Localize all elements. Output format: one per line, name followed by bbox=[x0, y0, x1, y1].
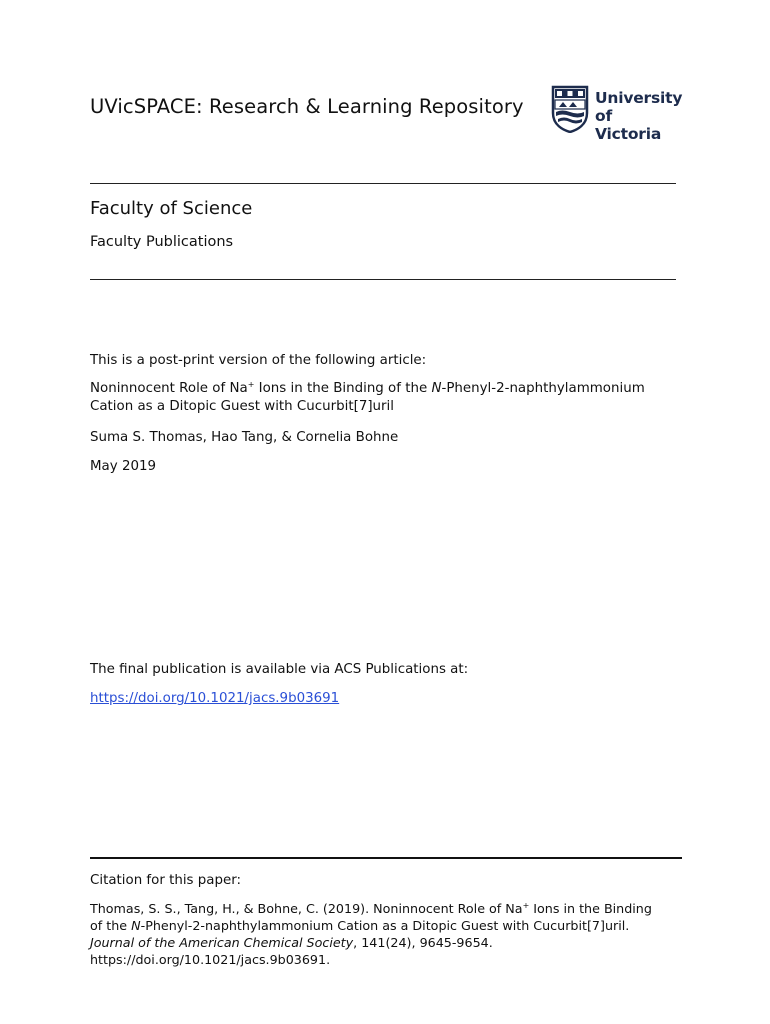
citation-heading: Citation for this paper: bbox=[90, 873, 242, 888]
citation-line-3: Journal of the American Chemical Society, 141(24), 9645-9654. bbox=[90, 935, 493, 950]
logo-line-2: of Victoria bbox=[595, 107, 662, 143]
article-title-line-2: Cation as a Ditopic Guest with Cucurbit[7]uril bbox=[90, 399, 394, 414]
repository-title: UVicSPACE: Research & Learning Repository bbox=[90, 95, 524, 118]
citation-doi: https://doi.org/10.1021/jacs.9b03691. bbox=[90, 952, 331, 967]
article-date: May 2019 bbox=[90, 459, 157, 474]
university-crest-icon bbox=[551, 85, 589, 133]
article-authors: Suma S. Thomas, Hao Tang, & Cornelia Bohne bbox=[90, 430, 399, 445]
faculty-collection: Faculty Publications bbox=[90, 234, 234, 250]
postprint-intro: This is a post-print version of the following article: bbox=[90, 353, 427, 368]
citation-text bbox=[90, 900, 690, 968]
divider-middle bbox=[90, 279, 676, 280]
university-name bbox=[595, 89, 682, 143]
divider-citation bbox=[90, 857, 682, 859]
availability-note: The final publication is available via ACS Publications at: bbox=[90, 662, 469, 677]
university-logo[interactable] bbox=[551, 85, 683, 143]
logo-line-1: University bbox=[595, 89, 683, 107]
citation-line-1: Thomas, S. S., Tang, H., & Bohne, C. (2019). Noninnocent Role of Na+ Ions in the Binding bbox=[90, 901, 652, 916]
divider-top bbox=[90, 183, 676, 184]
article-title-line-1: Noninnocent Role of Na+ Ions in the Binding of the N-Phenyl-2-naphthylammonium bbox=[90, 380, 645, 396]
faculty-name: Faculty of Science bbox=[90, 198, 253, 219]
citation-line-2: of the N-Phenyl-2-naphthylammonium Cation as a Ditopic Guest with Cucurbit[7]uril. bbox=[90, 918, 630, 933]
article-title bbox=[90, 380, 645, 416]
doi-link[interactable]: https://doi.org/10.1021/jacs.9b03691 bbox=[90, 691, 340, 706]
journal-name: Journal of the American Chemical Society bbox=[90, 935, 354, 950]
